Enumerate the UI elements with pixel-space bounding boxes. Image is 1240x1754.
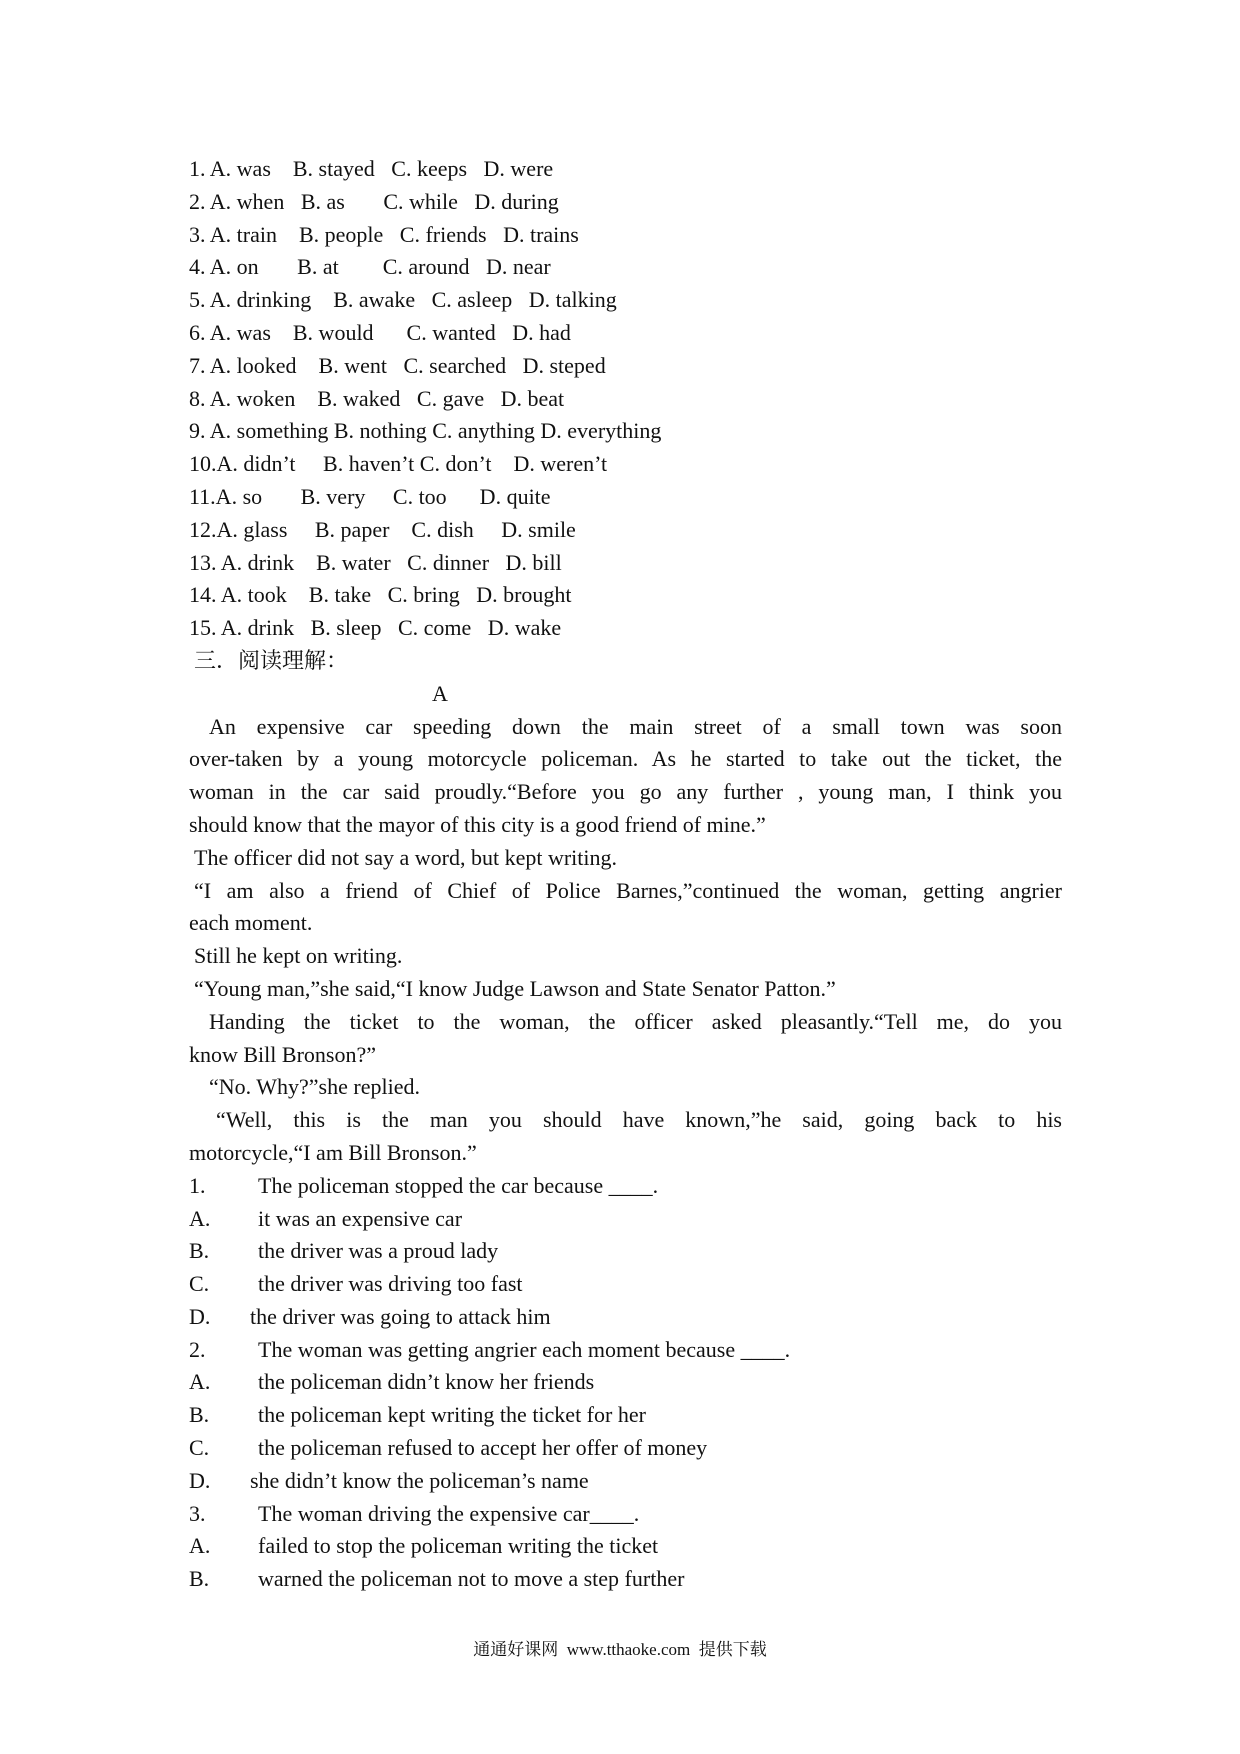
footer-watermark: 通通好课网 www.tthaoke.com 提供下载 [473,1640,767,1659]
passage-line: know Bill Bronson?” [189,1041,376,1067]
questions-list [189,1170,1062,1596]
option-text: the driver was going to attack him [250,1303,551,1329]
passage-line: “Young man,”she said,“I know Judge Lawson and State Senator Patton.” [194,975,836,1001]
answer-option [189,1432,1062,1465]
option-letter: D. [189,1303,211,1329]
passage-line: should know that the mayor of this city is a good friend of mine.” [189,811,766,837]
cloze-option-line: 5. A. drinking B. awake C. asleep D. talking [189,287,617,313]
cloze-option-line: 8. A. woken B. waked C. gave D. beat [189,385,565,411]
option-text: the driver was a proud lady [258,1238,499,1264]
question-stem [189,1170,1062,1203]
option-text: warned the policeman not to move a step further [258,1566,685,1592]
passage-line: The officer did not say a word, but kept writing. [194,844,617,870]
option-text: it was an expensive car [258,1205,463,1231]
cloze-option-line: 3. A. train B. people C. friends D. trains [189,221,579,247]
passage-line: “I am also a friend of Chief of Police Barnes,”continued the woman, getting angrier [194,877,1062,903]
question-text: The policeman stopped the car because ____. [258,1172,659,1198]
answer-option [189,1301,1062,1334]
cloze-option-line: 11.A. so B. very C. too D. quite [189,483,551,509]
question-text: The woman was getting angrier each moment because ____. [258,1336,791,1362]
answer-option [189,1465,1062,1498]
passage-title: A [432,680,448,706]
answer-option [189,1235,1062,1268]
cloze-option-line: 7. A. looked B. went C. searched D. steped [189,352,606,378]
answer-option [189,1563,1062,1596]
question-stem [189,1498,1062,1531]
option-text: the policeman didn’t know her friends [258,1369,595,1395]
passage-line: Handing the ticket to the woman, the officer asked pleasantly.“Tell me, do you [209,1008,1062,1034]
option-letter: B. [189,1402,210,1428]
question-text: The woman driving the expensive car____. [258,1500,640,1526]
answer-option [189,1366,1062,1399]
passage-line: woman in the car said proudly.“Before you go any further , young man, I think you [189,779,1062,805]
option-text: the policeman kept writing the ticket for her [258,1402,646,1428]
question-number: 3. [189,1500,206,1526]
option-letter: D. [189,1467,211,1493]
cloze-option-line: 6. A. was B. would C. wanted D. had [189,319,571,345]
cloze-option-line: 14. A. took B. take C. bring D. brought [189,582,572,608]
option-text: the driver was driving too fast [258,1271,523,1297]
document-body [189,153,1062,1596]
passage-line: An expensive car speeding down the main street of a small town was soon [209,713,1062,739]
reading-passage [189,711,1062,1170]
answer-option [189,1530,1062,1563]
cloze-option-line: 10.A. didn’t B. haven’t C. don’t D. weren’t [189,451,608,477]
option-letter: C. [189,1435,210,1461]
section-heading: 三．阅读理解： [194,647,349,673]
option-letter: C. [189,1271,210,1297]
cloze-option-line: 13. A. drink B. water C. dinner D. bill [189,549,562,575]
passage-line: motorcycle,“I am Bill Bronson.” [189,1139,477,1165]
passage-line: “Well, this is the man you should have known,”he said, going back to his [216,1107,1062,1133]
option-text: the policeman refused to accept her offer of money [258,1435,708,1461]
passage-line: each moment. [189,910,313,936]
answer-option [189,1203,1062,1236]
answer-option [189,1399,1062,1432]
question-stem [189,1334,1062,1367]
cloze-option-line: 2. A. when B. as C. while D. during [189,188,559,214]
option-letter: A. [189,1205,211,1231]
cloze-option-line: 9. A. something B. nothing C. anything D. everything [189,418,662,444]
cloze-options-list [189,153,1062,645]
passage-line: “No. Why?”she replied. [209,1074,420,1100]
option-text: she didn’t know the policeman’s name [250,1467,589,1493]
cloze-option-line: 4. A. on B. at C. around D. near [189,254,551,280]
question-number: 1. [189,1172,206,1198]
option-letter: A. [189,1533,211,1559]
passage-line: Still he kept on writing. [194,943,403,969]
option-text: failed to stop the policeman writing the ticket [258,1533,659,1559]
cloze-option-line: 15. A. drink B. sleep C. come D. wake [189,615,562,641]
passage-line: over-taken by a young motorcycle policeman. As he started to take out the ticket, the [189,746,1062,772]
cloze-option-line: 12.A. glass B. paper C. dish D. smile [189,516,576,542]
question-number: 2. [189,1336,206,1362]
option-letter: A. [189,1369,211,1395]
cloze-option-line: 1. A. was B. stayed C. keeps D. were [189,156,554,181]
option-letter: B. [189,1238,210,1264]
answer-option [189,1268,1062,1301]
option-letter: B. [189,1566,210,1592]
